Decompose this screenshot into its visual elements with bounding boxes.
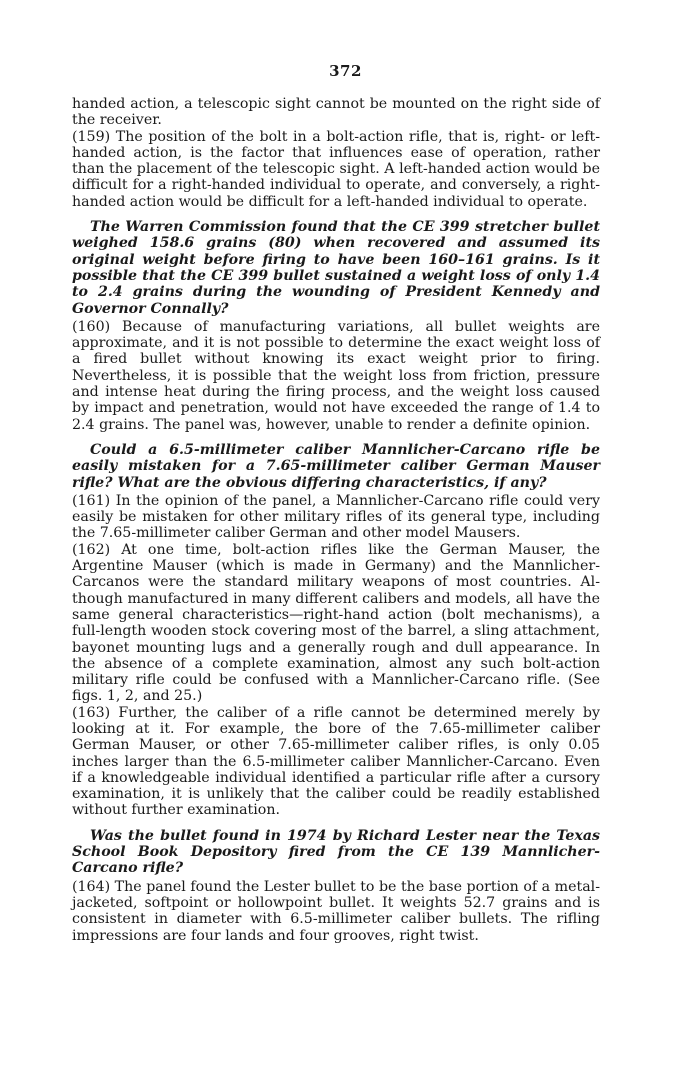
question-lester-bullet: Was the bullet found in 1974 by Richard Lester near the Texas School Book Depository fired from the CE 139 Mannlicher-Carcano rifle? bbox=[72, 827, 600, 877]
paragraph-159: (159) The position of the bolt in a bolt-action rifle, that is, right- or left-handed action, is the factor that influences ease of operation, rather than the placement of the telescopic sight. A left-handed action would be difficult for a right-handed individual to operate, and conversely, a right-handed action would be difficult for a left-handed individual to operate. bbox=[72, 128, 600, 210]
paragraph-162: (162) At one time, bolt-action rifles like the German Mauser, the Argentine Mauser (which is made in Germany) and the Mannlicher-Carcanos were the standard military weapons of most countries. Although manufactured in many different calibers and models, all have the same general characteristics—right-hand action (bolt mechanisms), a full-length wooden stock covering most of the barrel, a sling attachment, bayonet mounting lugs and a generally rough and dull appearance. In the absence of a complete examination, almost any such bolt-action military rifle could be confused with a Mannlicher-Carcano rifle. (See figs. 1, 2, and 25.) bbox=[72, 541, 600, 705]
paragraph-continued: handed action, a telescopic sight cannot be mounted on the right side of the receiver. bbox=[72, 96, 600, 129]
page-body bbox=[72, 96, 600, 944]
paragraph-163: (163) Further, the caliber of a rifle cannot be determined merely by looking at it. For example, the bore of the 7.65-millimeter caliber German Mauser, or other 7.65-millimeter caliber rifles, is only 0.05 inches larger than the 6.5-millimeter caliber Mannlicher-Carcano. Even if a knowledgeable individual identified a particular rifle after a cursory examination, it is unlikely that the caliber could be readily established without further examination. bbox=[72, 704, 600, 819]
question-ce399-weight: The Warren Commission found that the CE 399 stretcher bullet weighed 158.6 grains (80) when recovered and assumed its original weight before firing to have been 160–161 grains. Is it possible that the CE 399 bullet sustained a weight loss of only 1.4 to 2.4 grains during the wounding of President Kennedy and Governor Connally? bbox=[72, 219, 600, 317]
paragraph-164: (164) The panel found the Lester bullet to be the base portion of a metal-jacketed, softpoint or hollowpoint bullet. It weights 52.7 grains and is consistent in diameter with 6.5-millimeter caliber bullets. The rifling impressions are four lands and four grooves, right twist. bbox=[72, 878, 600, 944]
page-number: 372 bbox=[329, 62, 362, 80]
paragraph-161: (161) In the opinion of the panel, a Mannlicher-Carcano rifle could very easily be mistaken for other military rifles of its general type, including the 7.65-millimeter caliber German and other model Mausers. bbox=[72, 492, 600, 542]
paragraph-160: (160) Because of manufacturing variations, all bullet weights are approximate, and it is not possible to determine the exact weight loss of a fired bullet without knowing its exact weight prior to firing. Nevertheless, it is possible that the weight loss from friction, pressure and intense heat during the firing process, and the weight loss caused by impact and penetration, would not have exceeded the range of 1.4 to 2.4 grains. The panel was, however, unable to render a definite opinion. bbox=[72, 318, 600, 433]
question-mauser-mistaken: Could a 6.5-millimeter caliber Mannlicher-Carcano rifle be easily mistaken for a 7.65-millimeter caliber German Mauser rifle? What are the obvious differing characteristics, if any? bbox=[72, 441, 600, 491]
